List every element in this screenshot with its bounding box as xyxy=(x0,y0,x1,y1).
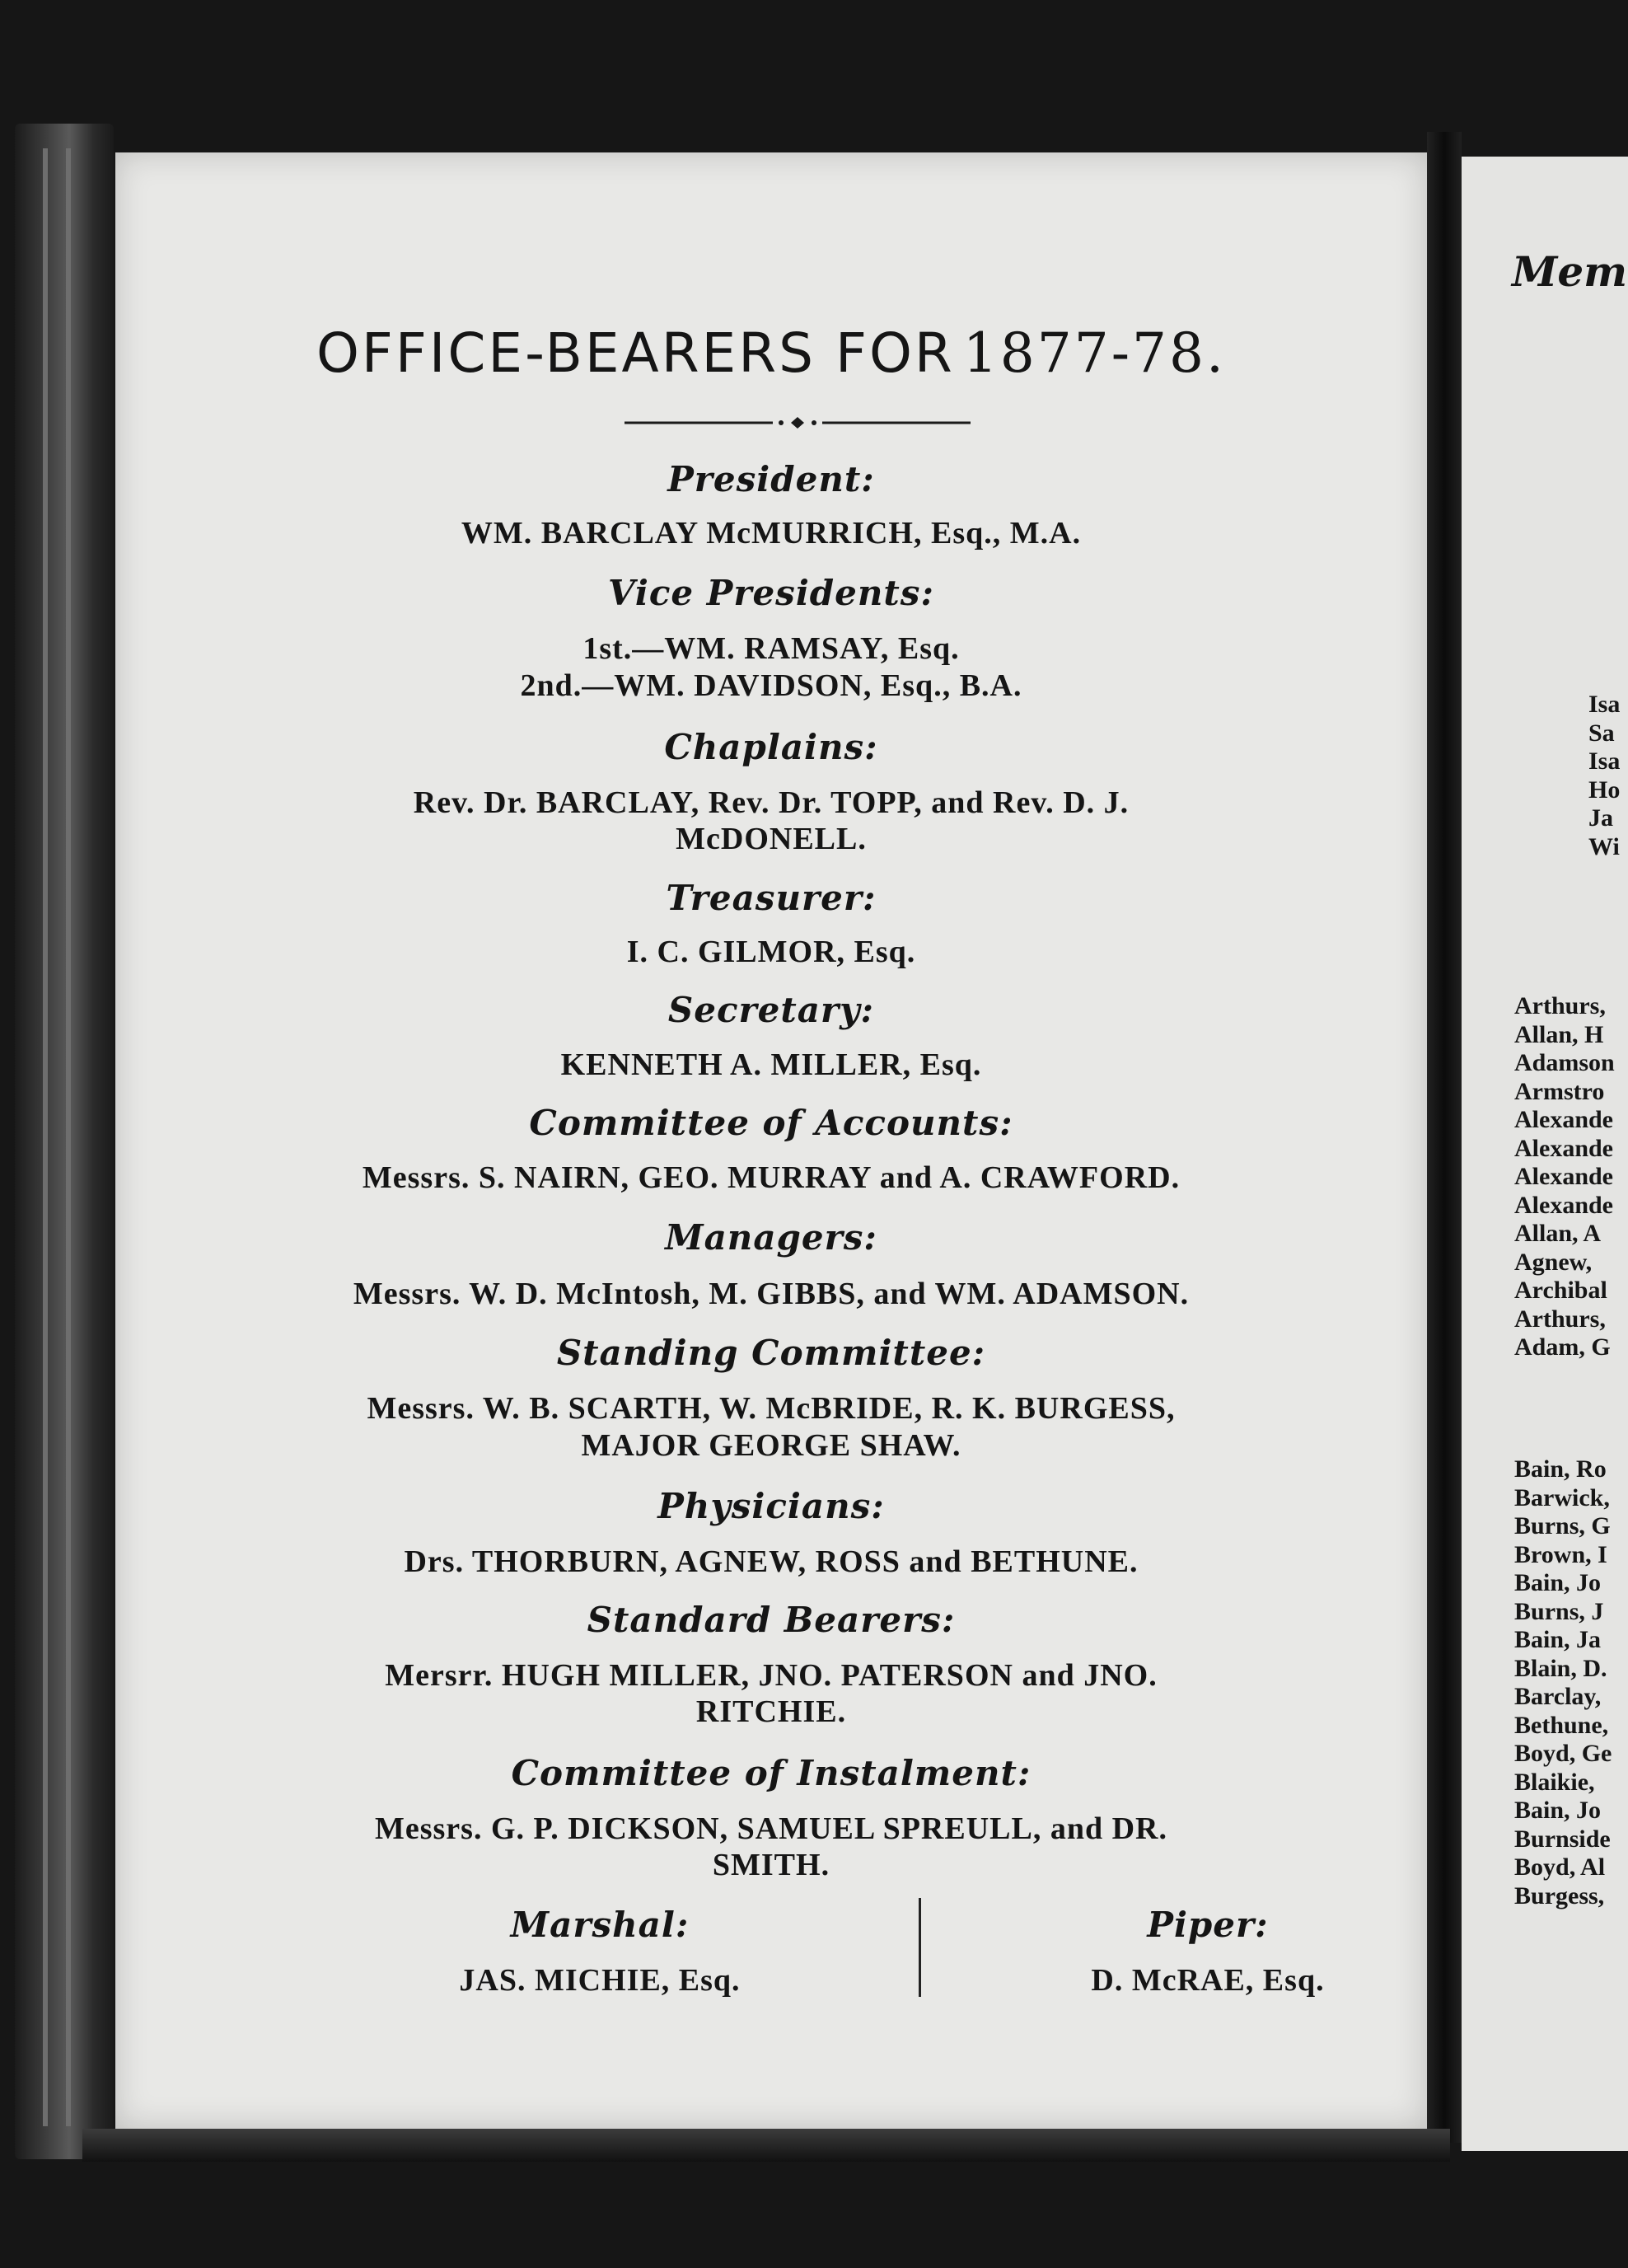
physicians-names: Drs. THORBURN, AGNEW, ROSS and BETHUNE. xyxy=(404,1544,1139,1579)
list-item: Boyd, Ge xyxy=(1514,1740,1612,1767)
standard-bearers-line-1: Mersrr. HUGH MILLER, JNO. PATERSON and JNO. xyxy=(385,1658,1158,1693)
list-item: Barclay, xyxy=(1514,1683,1602,1710)
list-item: Ho xyxy=(1588,776,1621,804)
list-item: Adamson xyxy=(1514,1049,1615,1076)
vice-president-first: 1st.—WM. RAMSAY, Esq. xyxy=(582,631,960,666)
facing-list-c xyxy=(1514,1455,1612,1910)
page-gutter xyxy=(1427,132,1462,2143)
committee-instalment-heading: Committee of Instalment: xyxy=(511,1753,1032,1793)
list-item: Agnew, xyxy=(1514,1248,1593,1276)
chaplains-heading: Chaplains: xyxy=(664,727,878,767)
chaplains-line-2: McDONELL. xyxy=(676,822,867,856)
piper-heading: Piper: xyxy=(1147,1905,1269,1945)
secretary-heading: Secretary: xyxy=(667,990,875,1030)
title-text: OFFICE-BEARERS FOR xyxy=(316,321,955,385)
list-item: Sa xyxy=(1588,719,1615,747)
marshal-heading: Marshal: xyxy=(510,1905,690,1945)
book-spine xyxy=(15,124,114,2159)
page-title xyxy=(115,321,1427,385)
list-item: Arthurs, xyxy=(1514,1305,1606,1333)
list-item: Barwick, xyxy=(1514,1483,1610,1511)
treasurer-name: I. C. GILMOR, Esq. xyxy=(626,935,916,969)
standard-bearers-line-2: RITCHIE. xyxy=(695,1694,847,1729)
treasurer-heading: Treasurer: xyxy=(666,878,877,918)
list-item: Archibal xyxy=(1514,1277,1607,1304)
list-item: Blaikie, xyxy=(1514,1768,1595,1796)
vice-presidents-heading: Vice Presidents: xyxy=(608,573,934,613)
facing-list-a xyxy=(1588,691,1620,861)
list-item: Arthurs, xyxy=(1514,992,1606,1019)
president-name: WM. BARCLAY McMURRICH, Esq., M.A. xyxy=(461,516,1082,551)
physicians-heading: Physicians: xyxy=(657,1486,885,1526)
chaplains-line-1: Rev. Dr. BARCLAY, Rev. Dr. TOPP, and Rev. D. J. xyxy=(413,785,1130,820)
committee-accounts-names: Messrs. S. NAIRN, GEO. MURRAY and A. CRAWFORD. xyxy=(362,1160,1181,1195)
column-divider xyxy=(919,1898,921,1997)
list-item: Boyd, Al xyxy=(1514,1853,1606,1881)
president-heading: President: xyxy=(667,459,875,499)
list-item: Ja xyxy=(1588,804,1613,832)
piper-name: D. McRAE, Esq. xyxy=(1091,1963,1325,1998)
facing-page-heading: Mem xyxy=(1512,247,1628,296)
standing-committee-heading: Standing Committee: xyxy=(556,1333,986,1373)
list-item: Isa xyxy=(1588,691,1621,718)
list-item: Burnside xyxy=(1514,1825,1611,1853)
committee-instalment-line-1: Messrs. G. P. DICKSON, SAMUEL SPREULL, and DR. xyxy=(374,1811,1167,1846)
spine-edge xyxy=(66,148,71,2126)
list-item: Armstro xyxy=(1514,1077,1605,1105)
title-year: 1877-78. xyxy=(962,321,1226,385)
standing-committee-line-1: Messrs. W. B. SCARTH, W. McBRIDE, R. K. BURGESS, xyxy=(367,1391,1176,1426)
secretary-name: KENNETH A. MILLER, Esq. xyxy=(560,1047,982,1082)
list-item: Bain, Jo xyxy=(1514,1569,1602,1596)
list-item: Burns, G xyxy=(1514,1512,1611,1539)
list-item: Allan, A xyxy=(1514,1220,1602,1247)
ornament-rule xyxy=(625,415,971,431)
list-item: Bethune, xyxy=(1514,1711,1609,1739)
list-item: Bain, Ja xyxy=(1514,1626,1602,1653)
list-item: Alexande xyxy=(1514,1191,1613,1219)
standing-committee-line-2: MAJOR GEORGE SHAW. xyxy=(581,1428,961,1463)
facing-list-b xyxy=(1514,992,1615,1362)
standard-bearers-heading: Standard Bearers: xyxy=(587,1600,956,1640)
list-item: Allan, H xyxy=(1514,1020,1604,1048)
list-item: Burns, J xyxy=(1514,1597,1604,1625)
list-item: Isa xyxy=(1588,747,1621,775)
page-bottom-edge xyxy=(82,2129,1450,2162)
marshal-name: JAS. MICHIE, Esq. xyxy=(459,1963,741,1998)
list-item: Alexande xyxy=(1514,1163,1613,1190)
list-item: Burgess, xyxy=(1514,1881,1605,1910)
list-item: Wi xyxy=(1588,832,1620,860)
spine-edge xyxy=(43,148,48,2126)
managers-heading: Managers: xyxy=(665,1217,877,1258)
list-item: Blain, D. xyxy=(1514,1654,1607,1682)
managers-names: Messrs. W. D. McIntosh, M. GIBBS, and WM. ADAMSON. xyxy=(353,1277,1190,1311)
committee-accounts-heading: Committee of Accounts: xyxy=(529,1103,1013,1143)
list-item: Alexande xyxy=(1514,1106,1613,1133)
list-item: Bain, Ro xyxy=(1514,1455,1607,1483)
list-item: Adam, G xyxy=(1514,1333,1611,1361)
list-item: Alexande xyxy=(1514,1134,1613,1162)
list-item: Bain, Jo xyxy=(1514,1797,1602,1824)
left-page xyxy=(115,152,1427,2129)
committee-instalment-line-2: SMITH. xyxy=(712,1848,830,1882)
list-item: Brown, I xyxy=(1514,1540,1607,1568)
vice-president-second: 2nd.—WM. DAVIDSON, Esq., B.A. xyxy=(520,668,1022,703)
